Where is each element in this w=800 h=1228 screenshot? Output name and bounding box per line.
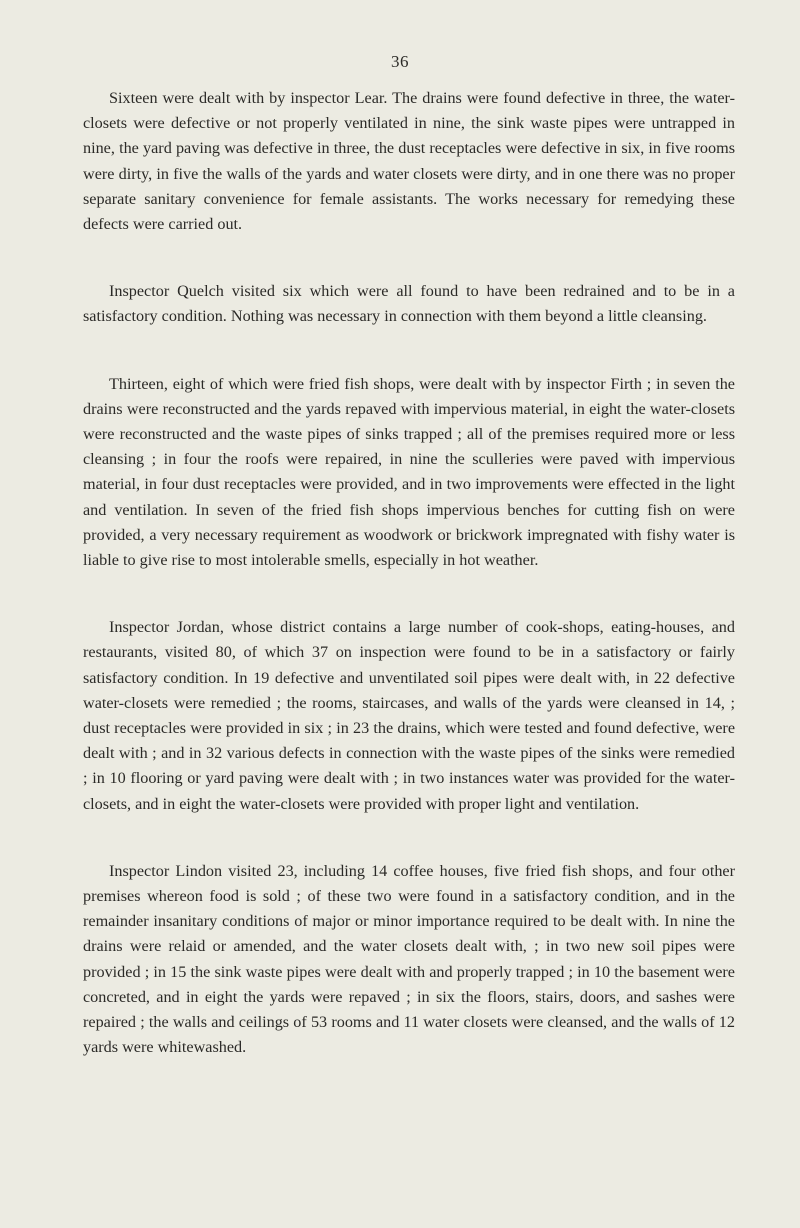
paragraph-inspector-jordan: Inspector Jordan, whose district contains a large number of cook-shops, eating-houses, and restaurants, visited 80, of which 37 on inspection were found to be in a satisfactory or fairly satisfactory condition. In 19 defective and unventilated soil pipes were dealt with, in 22 defective water-closets were remedied ; the rooms, staircases, and walls of the yards were cleansed in 14, ; dust receptacles were provided in six ; in 23 the drains, which were tested and found defective, were dealt with ; and in 32 various defects in connection with the waste pipes of the sinks were remedied ; in 10 flooring or yard paving were dealt with ; in two instances water was provided for the water-closets, and in eight the water-closets were provided with proper light and ventilation. — [83, 618, 735, 813]
paragraph-inspector-lindon: Inspector Lindon visited 23, including 14 coffee houses, five fried fish shops, and four other premises whereon food is sold ; of these two were found in a satisfactory condition, and in the remainder insanitary conditions of major or minor importance required to be dealt with. In nine the drains were relaid or amended, and the water closets dealt with, ; in two new soil pipes were provided ; in 15 the sink waste pipes were dealt with and properly trapped ; in 10 the basement were concreted, and in eight the yards were repaved ; in six the floors, stairs, doors, and sashes were repaired ; the walls and ceilings of 53 rooms and 11 water closets were cleansed, and the walls of 12 yards were whitewashed. — [83, 861, 735, 1057]
paragraph-inspector-lear: Sixteen were dealt with by inspector Lear. The drains were found defective in three, the water-closets were defective or not properly ventilated in nine, the sink waste pipes were untrapped in nine, the yard paving was defective in three, the dust receptacles were defective in six, in five rooms were dirty, in five the walls of the yards and water closets were dirty, and in one there was no proper separate sanitary convenience for female assistants. The works necessary for remedying these defects were carried out. — [83, 89, 735, 234]
paragraph-inspector-quelch: Inspector Quelch visited six which were all found to have been redrained and to be in a satisfactory condition. Nothing was necessary in connection with them beyond a little cleansing. — [83, 282, 735, 326]
page-number: 36 — [391, 52, 409, 71]
body-text — [83, 86, 735, 1061]
paragraph-inspector-firth: Thirteen, eight of which were fried fish shops, were dealt with by inspector Firth ; in seven the drains were reconstructed and the yards repaved with impervious material, in eight the water-closets were reconstructed and the waste pipes of sinks trapped ; all of the premises required more or less cleansing ; in four the roofs were repaired, in nine the sculleries were paved with impervious material, in four dust receptacles were provided, and in two improvements were effected in the light and ventilation. In seven of the fried fish shops impervious benches for cutting fish on were provided, a very necessary requirement as woodwork or brickwork impregnated with fishy water is liable to give rise to most intolerable smells, especially in hot weather. — [83, 374, 735, 570]
